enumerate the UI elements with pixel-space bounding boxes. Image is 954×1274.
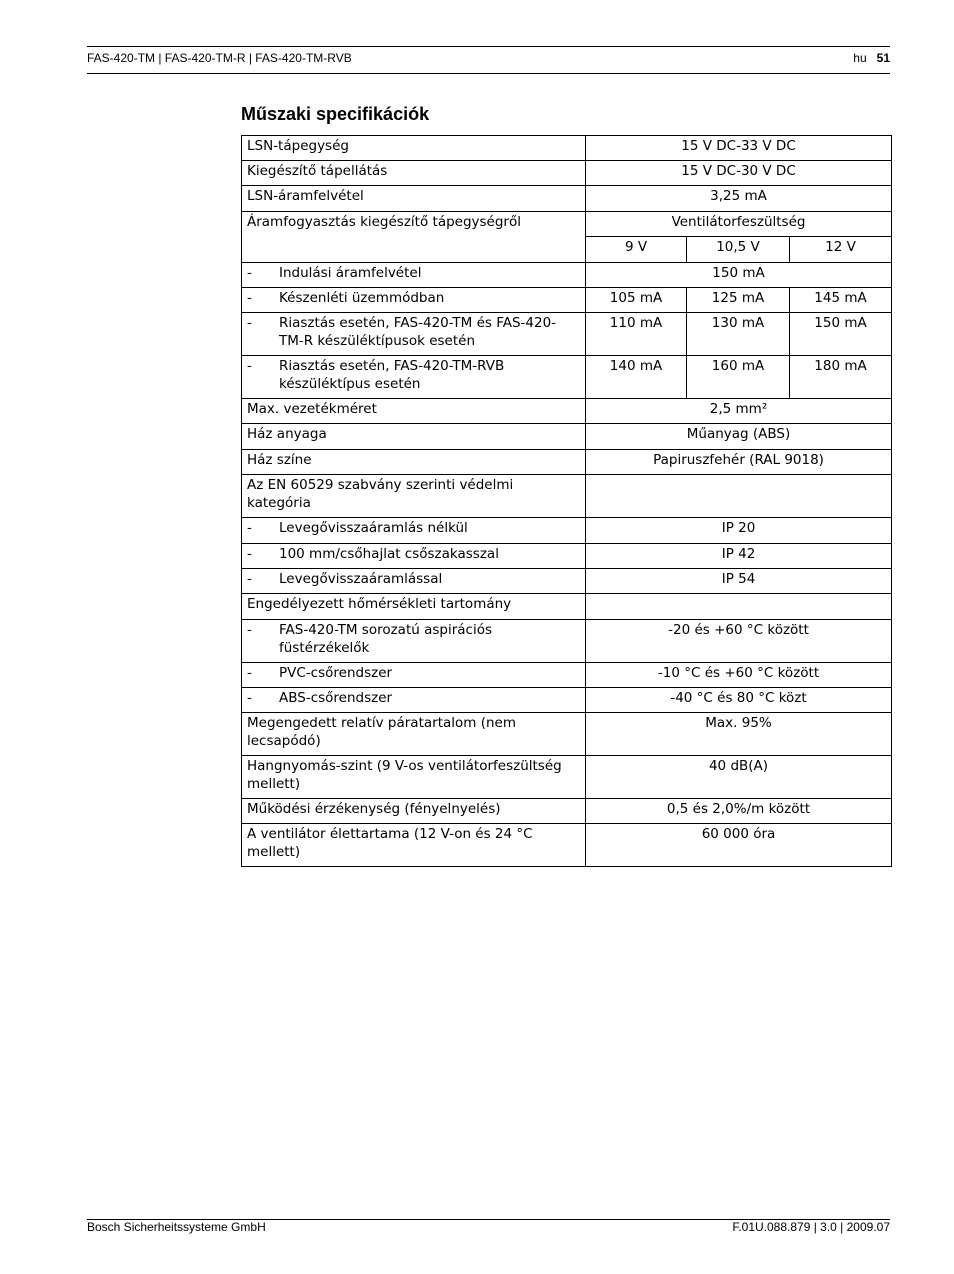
list-dash: - — [247, 315, 252, 331]
table-row — [242, 518, 892, 544]
spec-value: 110 mA — [586, 313, 687, 356]
spec-value: 40 dB(A) — [586, 756, 892, 799]
spec-value: 140 mA — [586, 356, 687, 399]
spec-value: IP 42 — [586, 544, 892, 569]
table-row — [242, 688, 892, 713]
table-row — [242, 713, 892, 756]
table-row — [242, 136, 892, 161]
spec-label: Működési érzékenység (fényelnyelés) — [242, 799, 586, 824]
table-row — [242, 450, 892, 475]
table-row — [242, 313, 892, 356]
table-row — [242, 544, 892, 569]
spec-value: 3,25 mA — [586, 186, 892, 212]
table-row — [242, 161, 892, 186]
footer-company: Bosch Sicherheitssysteme GmbH — [87, 1220, 266, 1234]
header-language: hu — [853, 51, 867, 65]
spec-value: 180 mA — [790, 356, 892, 399]
fan-voltage-12v: 12 V — [790, 237, 892, 263]
spec-label: Engedélyezett hőmérsékleti tartomány — [242, 594, 586, 620]
spec-value: -40 °C és 80 °C közt — [586, 688, 892, 713]
table-row — [242, 399, 892, 424]
spec-value: 150 mA — [586, 263, 892, 288]
spec-value — [586, 475, 892, 518]
table-row — [242, 663, 892, 688]
table-row — [242, 288, 892, 313]
spec-sub-label: - Indulási áramfelvétel — [242, 263, 586, 288]
spec-sub-label: - PVC-csőrendszer — [242, 663, 586, 688]
spec-value: 15 V DC-30 V DC — [586, 161, 892, 186]
list-dash: - — [247, 520, 252, 536]
footer-doc-info: F.01U.088.879 | 3.0 | 2009.07 — [732, 1220, 890, 1234]
spec-label: Max. vezetékméret — [242, 399, 586, 424]
list-dash: - — [247, 358, 252, 374]
fan-voltage-9v: 9 V — [586, 237, 687, 263]
spec-value: 150 mA — [790, 313, 892, 356]
list-dash: - — [247, 622, 252, 638]
table-row — [242, 824, 892, 867]
table-row — [242, 424, 892, 450]
spec-value: -10 °C és +60 °C között — [586, 663, 892, 688]
spec-sub-label: - Készenléti üzemmódban — [242, 288, 586, 313]
list-dash: - — [247, 265, 252, 281]
spec-sub-label: - ABS-csőrendszer — [242, 688, 586, 713]
spec-label: A ventilátor élettartama (12 V-on és 24 °C mellett) — [242, 824, 586, 867]
spec-value: 125 mA — [687, 288, 790, 313]
spec-table — [241, 135, 892, 867]
table-row — [242, 475, 892, 518]
section-title: Műszaki specifikációk — [241, 104, 430, 124]
spec-sub-label: - Levegővisszaáramlás nélkül — [242, 518, 586, 544]
spec-value: -20 és +60 °C között — [586, 620, 892, 663]
spec-value: Műanyag (ABS) — [586, 424, 892, 450]
spec-value: Max. 95% — [586, 713, 892, 756]
header-rule-bottom — [87, 73, 890, 74]
spec-value: 2,5 mm² — [586, 399, 892, 424]
list-dash: - — [247, 571, 252, 587]
list-dash: - — [247, 690, 252, 706]
spec-value: 15 V DC-33 V DC — [586, 136, 892, 161]
header-rule-top — [87, 46, 890, 47]
list-dash: - — [247, 665, 252, 681]
spec-value: 105 mA — [586, 288, 687, 313]
spec-value — [586, 594, 892, 620]
table-row — [242, 263, 892, 288]
spec-value: 160 mA — [687, 356, 790, 399]
table-row — [242, 212, 892, 237]
table-row — [242, 756, 892, 799]
spec-value: Papiruszfehér (RAL 9018) — [586, 450, 892, 475]
header-product-names: FAS-420-TM | FAS-420-TM-R | FAS-420-TM-RVB — [87, 51, 352, 65]
spec-value: 60 000 óra — [586, 824, 892, 867]
spec-label: Ház színe — [242, 450, 586, 475]
table-row — [242, 799, 892, 824]
list-dash: - — [247, 290, 252, 306]
spec-sub-label: - 100 mm/csőhajlat csőszakasszal — [242, 544, 586, 569]
spec-label: Kiegészítő tápellátás — [242, 161, 586, 186]
table-row — [242, 569, 892, 594]
spec-value: 0,5 és 2,0%/m között — [586, 799, 892, 824]
spec-sub-label: - Riasztás esetén, FAS-420-TM és FAS-420-TM-R készüléktípusok esetén — [242, 313, 586, 356]
table-row — [242, 594, 892, 620]
spec-label: LSN-tápegység — [242, 136, 586, 161]
spec-value: IP 54 — [586, 569, 892, 594]
spec-sub-label: - FAS-420-TM sorozatú aspirációs füstérzékelők — [242, 620, 586, 663]
list-dash: - — [247, 546, 252, 562]
page-number: 51 — [876, 51, 890, 65]
table-row — [242, 186, 892, 212]
table-row — [242, 620, 892, 663]
spec-label: Áramfogyasztás kiegészítő tápegységről — [242, 212, 586, 263]
spec-value: Ventilátorfeszültség — [586, 212, 892, 237]
spec-label: Az EN 60529 szabvány szerinti védelmi kategória — [242, 475, 586, 518]
spec-label: Megengedett relatív páratartalom (nem lecsapódó) — [242, 713, 586, 756]
spec-sub-label: - Levegővisszaáramlással — [242, 569, 586, 594]
spec-label: Ház anyaga — [242, 424, 586, 450]
fan-voltage-10v5: 10,5 V — [687, 237, 790, 263]
spec-label: LSN-áramfelvétel — [242, 186, 586, 212]
spec-value: 145 mA — [790, 288, 892, 313]
spec-value: 130 mA — [687, 313, 790, 356]
spec-value: IP 20 — [586, 518, 892, 544]
header-page-info — [853, 51, 890, 65]
spec-sub-label: - Riasztás esetén, FAS-420-TM-RVB készüléktípus esetén — [242, 356, 586, 399]
table-row — [242, 356, 892, 399]
spec-label: Hangnyomás-szint (9 V-os ventilátorfeszültség mellett) — [242, 756, 586, 799]
